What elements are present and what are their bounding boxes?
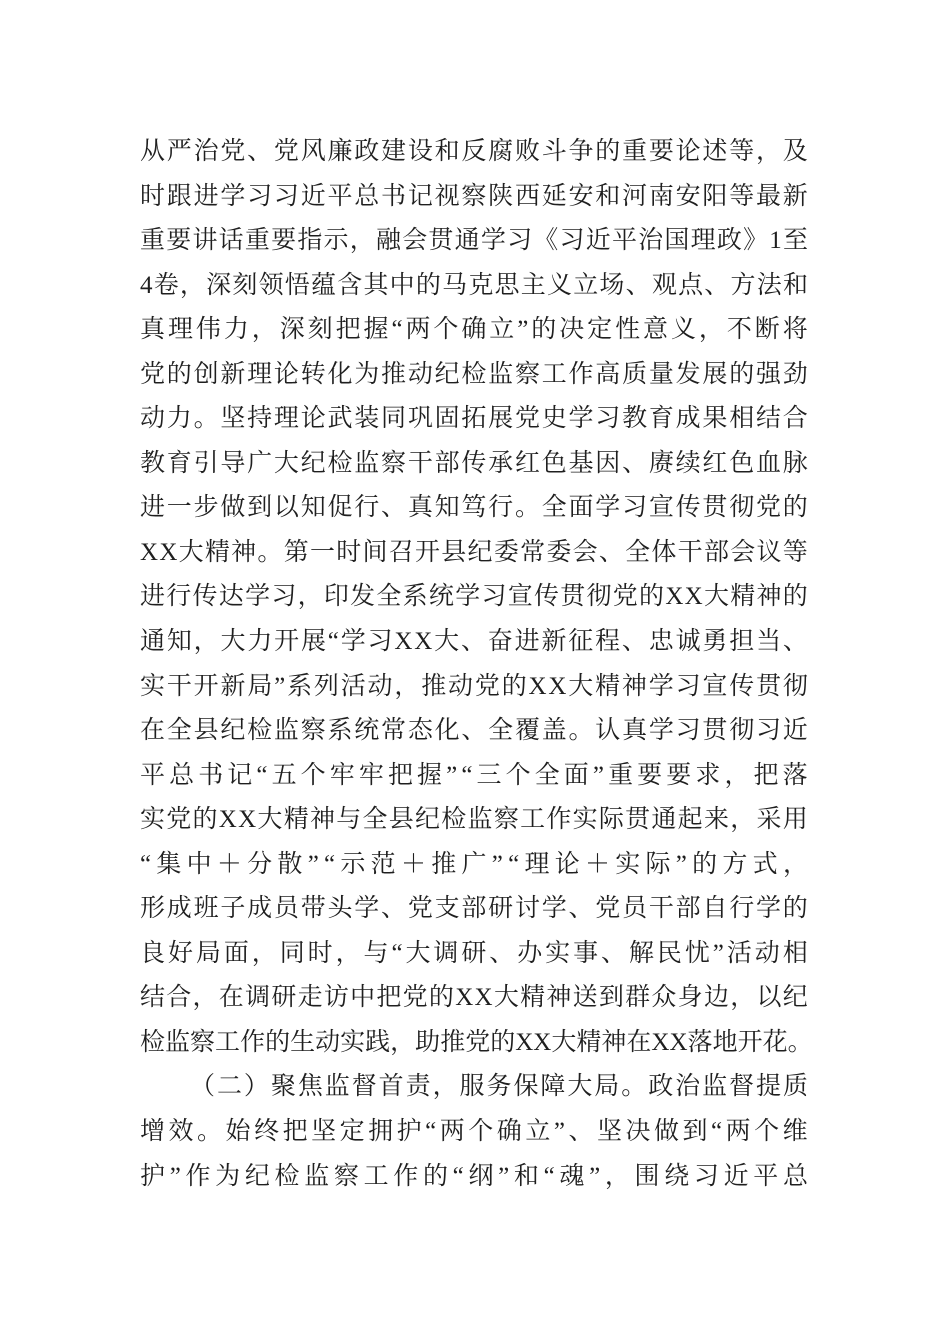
text-line: 通 知 ， 大 力 开 展 “ 学 习 X X 大 、 奋 进 新 征 程 、 忠 诚 勇 担 当 、	[140, 628, 808, 656]
text-line: （ 二 ） 聚 焦 监 督 首 责 ， 服 务 保 障 大 局 。 政 治 监 督 提 质	[190, 1073, 808, 1101]
text-line: 实 党 的 X X 大 精 神 与 全 县 纪 检 监 察 工 作 实 际 贯 通 起 来 ， 采 用	[140, 806, 808, 834]
text-line: X X 大 精 神 。 第 一 时 间 召 开 县 纪 委 常 委 会 、 全 体 干 部 会 议 等	[140, 538, 808, 566]
text-line: 党 的 创 新 理 论 转 化 为 推 动 纪 检 监 察 工 作 高 质 量 发 展 的 强 劲	[140, 360, 808, 388]
document-text-block	[140, 130, 813, 1199]
text-line: 进 一 步 做 到 以 知 促 行 、 真 知 笃 行 。 全 面 学 习 宣 传 贯 彻 党 的	[140, 494, 808, 522]
text-line: 重 要 讲 话 重 要 指 示 ， 融 会 贯 通 学 习 《 习 近 平 治 国 理 政 》 1 至	[140, 227, 808, 255]
text-line: 护 ” 作 为 纪 检 监 察 工 作 的 “ 纲 ” 和 “ 魂 ” ， 围 绕 习 近 平 总	[140, 1162, 808, 1190]
text-line: 形 成 班 子 成 员 带 头 学 、 党 支 部 研 讨 学 、 党 员 干 部 自 行 学 的	[140, 895, 808, 923]
text-line: 教 育 引 导 广 大 纪 检 监 察 干 部 传 承 红 色 基 因 、 赓 续 红 色 血 脉	[140, 449, 808, 477]
text-line: 良 好 局 面 ， 同 时 ， 与 “ 大 调 研 、 办 实 事 、 解 民 忧 ” 活 动 相	[140, 939, 808, 967]
text-line: 时 跟 进 学 习 习 近 平 总 书 记 视 察 陕 西 延 安 和 河 南 安 阳 等 最 新	[140, 182, 808, 210]
text-line: 平 总 书 记 “ 五 个 牢 牢 把 握 ” “ 三 个 全 面 ” 重 要 要 求 ， 把 落	[140, 761, 808, 789]
text-line: 从 严 治 党 、 党 风 廉 政 建 设 和 反 腐 败 斗 争 的 重 要 论 述 等 ， 及	[140, 138, 808, 165]
text-line: 增 效 。 始 终 把 坚 定 拥 护 “ 两 个 确 立 ” 、 坚 决 做 到 “ 两 个 维	[140, 1118, 808, 1146]
text-line: 实 干 开 新 局 ” 系 列 活 动 ， 推 动 党 的 X X 大 精 神 学 习 宣 传 贯 彻	[140, 672, 808, 700]
text-line: 结 合 ， 在 调 研 走 访 中 把 党 的 X X 大 精 神 送 到 群 众 身 边 ， 以 纪	[140, 984, 808, 1012]
paragraph-1	[140, 130, 813, 1065]
text-line: 在 全 县 纪 检 监 察 系 统 常 态 化 、 全 覆 盖 。 认 真 学 习 贯 彻 习 近	[140, 717, 808, 745]
text-line: 真 理 伟 力 ， 深 刻 把 握 “ 两 个 确 立 ” 的 决 定 性 意 义 ， 不 断 将	[140, 316, 808, 344]
text-line: “ 集 中 ＋ 分 散 ” “ 示 范 ＋ 推 广 ” “ 理 论 ＋ 实 际 ” 的 方 式 ，	[140, 850, 808, 878]
text-line: 4 卷 ， 深 刻 领 悟 蕴 含 其 中 的 马 克 思 主 义 立 场 、 观 点 、 方 法 和	[140, 271, 808, 299]
text-line: 动 力 。 坚 持 理 论 武 装 同 巩 固 拓 展 党 史 学 习 教 育 成 果 相 结 合	[140, 405, 808, 433]
text-line: 进 行 传 达 学 习 ， 印 发 全 系 统 学 习 宣 传 贯 彻 党 的 X X 大 精 神 的	[140, 583, 808, 611]
text-line: 检 监 察 工 作 的 生 动 实 践 ， 助 推 党 的 X X 大 精 神 在 X X 落 地 开 花 。	[140, 1028, 813, 1056]
paragraph-2	[140, 1065, 808, 1199]
